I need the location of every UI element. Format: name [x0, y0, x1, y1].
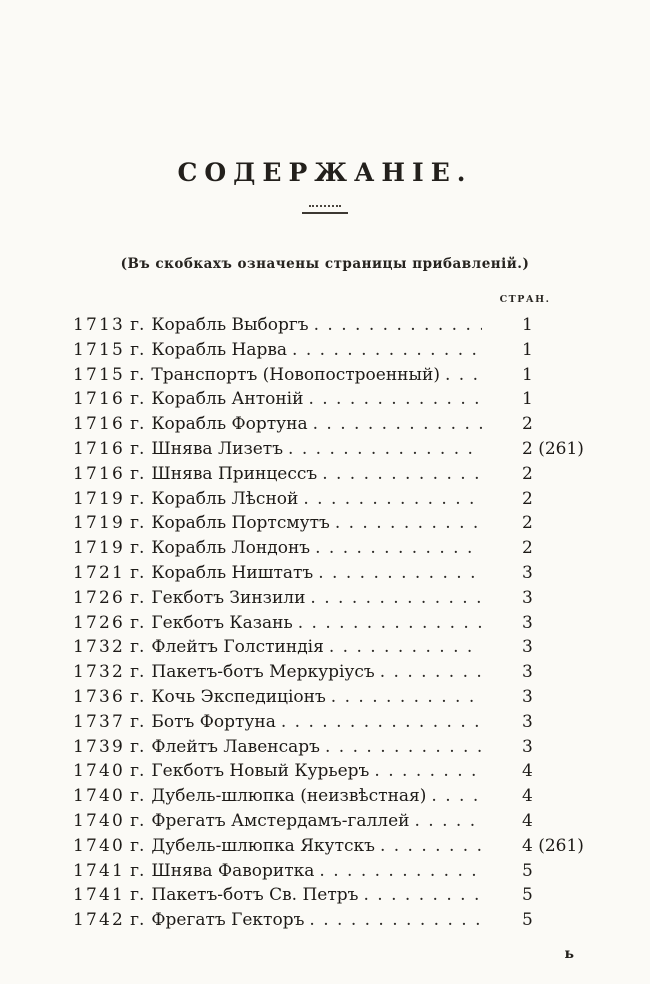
- toc-row: [73, 538, 565, 563]
- dot-leader: [335, 513, 482, 533]
- year-suffix: г.: [130, 389, 145, 410]
- dot-leader: [445, 365, 482, 385]
- toc-row: [73, 613, 565, 638]
- entry-page: 2: [522, 488, 533, 509]
- year-suffix: г.: [130, 315, 145, 335]
- entry-page: 3: [522, 736, 533, 757]
- entry-page: 5: [522, 860, 533, 881]
- entry-page: 2: [522, 513, 533, 534]
- entry-title: Гекботъ Зинзили: [151, 587, 306, 608]
- toc-row: [73, 861, 565, 886]
- toc-rows: [73, 315, 584, 935]
- entry-year: 1732: [73, 637, 126, 658]
- year-suffix: г.: [130, 438, 145, 459]
- toc-row: [73, 885, 565, 910]
- entry-title: Дубель-шлюпка Якутскъ: [151, 835, 375, 856]
- dot-leader: [415, 811, 483, 831]
- toc-row: [73, 340, 565, 365]
- dot-leader: [298, 613, 482, 633]
- toc-row: [73, 438, 584, 464]
- entry-title: Корабль Лѣсной: [151, 488, 299, 509]
- toc-row: [73, 786, 565, 811]
- toc-row: [73, 761, 565, 786]
- dot-leader: [363, 885, 482, 905]
- year-suffix: г.: [130, 736, 145, 757]
- entry-title: Корабль Антоній: [151, 389, 304, 410]
- page-column-header: СТРАН.: [499, 294, 551, 305]
- year-suffix: г.: [130, 637, 145, 658]
- dot-leader: [313, 414, 482, 434]
- entry-title: Корабль Фортуна: [151, 414, 308, 435]
- year-suffix: г.: [130, 364, 145, 385]
- toc-row: [73, 811, 565, 836]
- toc-row: [73, 563, 565, 588]
- year-suffix: г.: [130, 662, 145, 683]
- header-spacer: [73, 294, 485, 305]
- ornament-dots: [309, 205, 341, 207]
- entry-title: Флейтъ Лавенсаръ: [151, 736, 320, 757]
- year-suffix: г.: [130, 810, 145, 831]
- year-suffix: г.: [130, 786, 145, 807]
- entry-title: Корабль Портсмутъ: [151, 513, 330, 534]
- entry-title: Пакетъ-ботъ Св. Петръ: [151, 885, 359, 906]
- entry-title: Ботъ Фортуна: [151, 711, 276, 732]
- entry-year: 1726: [73, 587, 126, 608]
- dot-leader: [292, 340, 482, 360]
- year-suffix: г.: [130, 339, 145, 360]
- entry-page: 1: [522, 315, 533, 335]
- entry-year: 1732: [73, 662, 126, 683]
- toc-header-row: [73, 294, 565, 305]
- entry-title: Корабль Выборгъ: [151, 315, 309, 335]
- year-suffix: г.: [130, 488, 145, 509]
- entry-page: 3: [522, 662, 533, 683]
- entry-page: 3: [522, 711, 533, 732]
- year-suffix: г.: [130, 711, 145, 732]
- signature-mark: ь: [564, 946, 574, 962]
- dot-leader: [318, 563, 482, 583]
- dot-leader: [303, 489, 482, 509]
- dot-leader: [319, 861, 482, 881]
- entry-page: 4: [522, 810, 533, 831]
- entry-year: 1736: [73, 686, 126, 707]
- entry-year: 1716: [73, 438, 126, 459]
- year-suffix: г.: [130, 885, 145, 906]
- toc-row: [73, 737, 565, 762]
- entry-year: 1726: [73, 612, 126, 633]
- year-suffix: г.: [130, 835, 145, 856]
- entry-page: 2: [522, 538, 533, 559]
- dot-leader: [431, 786, 482, 806]
- entry-page: 2: [522, 463, 533, 484]
- entry-title: Транспортъ (Новопостроенный): [151, 364, 440, 385]
- entry-title: Пакетъ-ботъ Меркуріусъ: [151, 662, 375, 683]
- toc-row: [73, 315, 565, 340]
- entry-page: 4: [522, 761, 533, 782]
- entry-page: 3: [522, 637, 533, 658]
- entry-year: 1740: [73, 761, 126, 782]
- entry-page: 1: [522, 339, 533, 360]
- entry-year: 1739: [73, 736, 126, 757]
- entry-page: 1: [522, 364, 533, 385]
- entry-page: 3: [522, 686, 533, 707]
- entry-page: 4 (261): [522, 835, 584, 856]
- entry-year: 1740: [73, 835, 126, 856]
- entry-title: Кочь Экспедиціонъ: [151, 686, 326, 707]
- entry-year: 1713: [73, 315, 126, 335]
- entry-year: 1716: [73, 463, 126, 484]
- dot-leader: [325, 737, 482, 757]
- toc-row: [73, 489, 565, 514]
- page-title: СОДЕРЖАНІЕ.: [177, 158, 473, 187]
- table-of-contents: [0, 294, 650, 935]
- toc-row: [73, 662, 565, 687]
- entry-year: 1737: [73, 711, 126, 732]
- toc-row: [73, 588, 565, 613]
- entry-page: 5: [522, 885, 533, 906]
- toc-row: [73, 414, 565, 439]
- toc-row: [73, 464, 565, 489]
- entry-year: 1715: [73, 339, 126, 360]
- entry-page: 3: [522, 612, 533, 633]
- entry-year: 1742: [73, 910, 126, 931]
- ornament-rule: [302, 212, 348, 214]
- entry-year: 1715: [73, 364, 126, 385]
- year-suffix: г.: [130, 686, 145, 707]
- dot-leader: [315, 538, 482, 558]
- dot-leader: [310, 588, 482, 608]
- entry-title: Гекботъ Казань: [151, 612, 293, 633]
- entry-year: 1740: [73, 810, 126, 831]
- entry-page: 3: [522, 587, 533, 608]
- entry-title: Корабль Нарва: [151, 339, 288, 360]
- year-suffix: г.: [130, 414, 145, 435]
- year-suffix: г.: [130, 860, 145, 881]
- entry-page: 5: [522, 910, 533, 931]
- toc-row: [73, 910, 565, 935]
- dot-leader: [308, 389, 482, 409]
- entry-page: 2 (261): [522, 438, 584, 459]
- year-suffix: г.: [130, 612, 145, 633]
- entry-title: Гекботъ Новый Курьеръ: [151, 761, 370, 782]
- dot-leader: [314, 315, 482, 335]
- dot-leader: [374, 761, 482, 781]
- entry-page: 1: [522, 389, 533, 410]
- toc-row: [73, 687, 565, 712]
- entry-page: 2: [522, 414, 533, 435]
- dot-leader: [281, 712, 482, 732]
- entry-page: 3: [522, 562, 533, 583]
- ornament-divider: [0, 205, 650, 214]
- year-suffix: г.: [130, 538, 145, 559]
- dot-leader: [288, 439, 482, 459]
- toc-row: [73, 712, 565, 737]
- entry-title: Шнява Лизетъ: [151, 438, 284, 459]
- year-suffix: г.: [130, 562, 145, 583]
- entry-year: 1741: [73, 885, 126, 906]
- year-suffix: г.: [130, 463, 145, 484]
- dot-leader: [380, 662, 482, 682]
- entry-year: 1740: [73, 786, 126, 807]
- toc-row: [73, 513, 565, 538]
- toc-row: [73, 365, 565, 390]
- toc-row: [73, 835, 584, 861]
- entry-year: 1719: [73, 538, 126, 559]
- entry-title: Корабль Ништатъ: [151, 562, 314, 583]
- entry-title: Фрегатъ Гекторъ: [151, 910, 305, 931]
- dot-leader: [309, 910, 482, 930]
- entry-title: Шнява Принцессъ: [151, 463, 318, 484]
- toc-row: [73, 389, 565, 414]
- entry-title: Фрегатъ Амстердамъ-галлей: [151, 810, 410, 831]
- dot-leader: [329, 637, 482, 657]
- entry-year: 1716: [73, 389, 126, 410]
- entry-year: 1721: [73, 562, 126, 583]
- entry-title: Дубель-шлюпка (неизвѣстная): [151, 786, 427, 807]
- entry-year: 1741: [73, 860, 126, 881]
- entry-year: 1719: [73, 488, 126, 509]
- dot-leader: [331, 687, 482, 707]
- entry-title: Флейтъ Голстиндія: [151, 637, 324, 658]
- year-suffix: г.: [130, 587, 145, 608]
- entry-year: 1719: [73, 513, 126, 534]
- year-suffix: г.: [130, 910, 145, 931]
- year-suffix: г.: [130, 761, 145, 782]
- note-line: (Въ скобкахъ означены страницы прибавленій.): [120, 256, 530, 272]
- entry-title: Корабль Лондонъ: [151, 538, 311, 559]
- dot-leader: [380, 836, 482, 856]
- toc-row: [73, 637, 565, 662]
- entry-year: 1716: [73, 414, 126, 435]
- entry-page: 4: [522, 786, 533, 807]
- year-suffix: г.: [130, 513, 145, 534]
- entry-title: Шнява Фаворитка: [151, 860, 315, 881]
- dot-leader: [322, 464, 482, 484]
